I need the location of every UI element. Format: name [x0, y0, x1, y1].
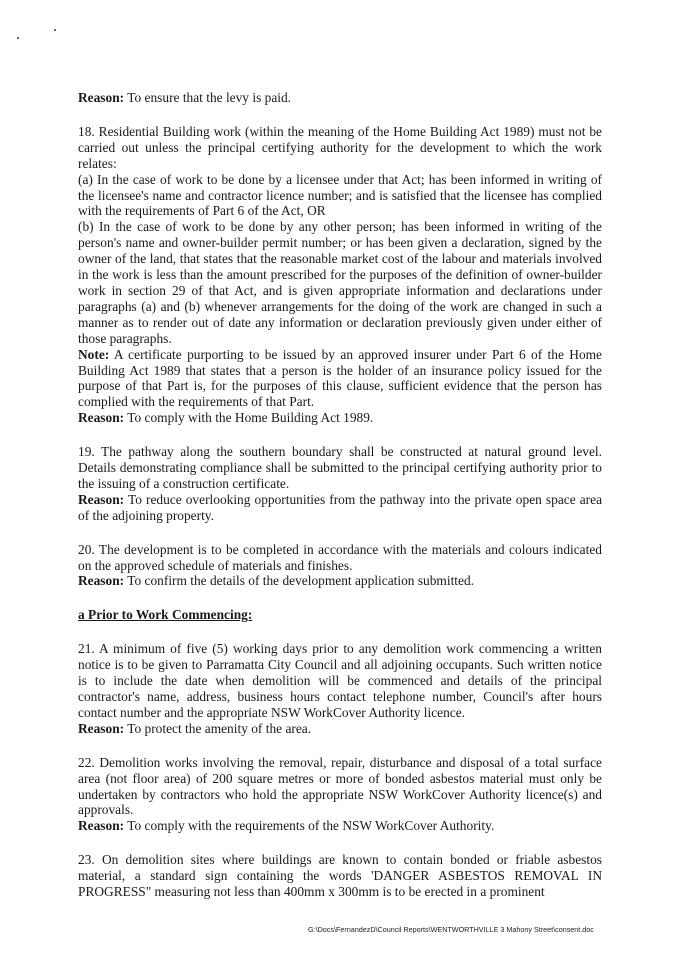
clause-22-text: 22. Demolition works involving the removal, repair, disturbance and disposal of a total surface area (not floor area) of 200 square metres or more of bonded asbestos material must only be undertaken by contractors who hold the appropriate NSW WorkCover Authority licence(s) and approvals.	[78, 754, 602, 818]
scan-speck	[17, 37, 19, 39]
scan-speck	[54, 29, 56, 31]
clause-21-reason: Reason: To protect the amenity of the area.	[78, 720, 312, 736]
clause-20	[78, 542, 602, 590]
clause-20-reason: Reason: To confirm the details of the development application submitted.	[78, 573, 474, 589]
clause-18-a: (a) In the case of work to be done by a licensee under that Act; has been informed in writing of the licensee's name and contractor licence number; and is satisfied that the licensee has complied with the requirements of Part 6 of the Act, OR	[78, 171, 602, 219]
section-heading: a Prior to Work Commencing:	[78, 607, 253, 623]
clause-19-reason: Reason: To reduce overlooking opportunities from the pathway into the private open space area of the adjoining property.	[78, 491, 603, 523]
clause-23	[78, 852, 602, 900]
clause-23-text: 23. On demolition sites where buildings are known to contain bonded or friable asbestos material, a standard sign containing the words 'DANGER ASBESTOS REMOVAL IN PROGRESS" measuring not less than 400mm x 300mm is to be erected in a prominent	[78, 852, 602, 900]
document-body	[78, 90, 602, 900]
clause-18-note: Note: A certificate purporting to be issued by an approved insurer under Part 6 of the Home Building Act 1989 that states that a person is the holder of an insurance policy issued for the purpose of that Part is, for the purposes of this clause, sufficient evidence that the person has complied with the requirements of that Part.	[78, 346, 602, 410]
clause-20-text: 20. The development is to be completed in accordance with the materials and colours indicated on the approved schedule of materials and finishes.	[78, 541, 602, 573]
clause-18-reason: Reason: To comply with the Home Building Act 1989.	[78, 410, 374, 426]
clause-21	[78, 641, 602, 736]
clause-18-b: (b) In the case of work to be done by any other person; has been informed in writing of the person's name and owner-builder permit number; or has been given a declaration, signed by the owner of the land, that states that the reasonable market cost of the labour and materials involved in the work is less than the amount prescribed for the purposes of the definition of owner-builder work in section 29 of that Act, and is given appropriate information and declarations under paragraphs (a) and (b) whenever arrangements for the doing of the work are changed in such a manner as to render out of date any information or declaration previously given under either of those paragraphs.	[78, 219, 602, 346]
reason-levy: Reason: To ensure that the levy is paid.	[78, 90, 292, 105]
file-path-footer: G:\Docs\FernandezD\Council Reports\WENTWORTHVILLE 3 Mahony Street\consent.doc	[308, 925, 594, 934]
clause-19-text: 19. The pathway along the southern boundary shall be constructed at natural ground level. Details demonstrating compliance shall be submitted to the principal certifying authority prior to the issuing of a construction certificate.	[78, 444, 602, 491]
clause-19	[78, 444, 602, 524]
clause-22	[78, 755, 602, 835]
clause-22-reason: Reason: To comply with the requirements of the NSW WorkCover Authority.	[78, 818, 495, 834]
clause-21-text: 21. A minimum of five (5) working days prior to any demolition work commencing a written notice is to be given to Parramatta City Council and all adjoining occupants. Such written notice is to include the date when demolition will be commenced and details of the principal contractor's name, address, business hours contact telephone number, Council's after hours contact number and the appropriate NSW WorkCover Authority licence.	[78, 641, 602, 720]
clause-18-intro: 18. Residential Building work (within the meaning of the Home Building Act 1989) must not be carried out unless the principal certifying authority for the development to which the work relates:	[78, 123, 602, 171]
clause-18	[78, 124, 602, 426]
